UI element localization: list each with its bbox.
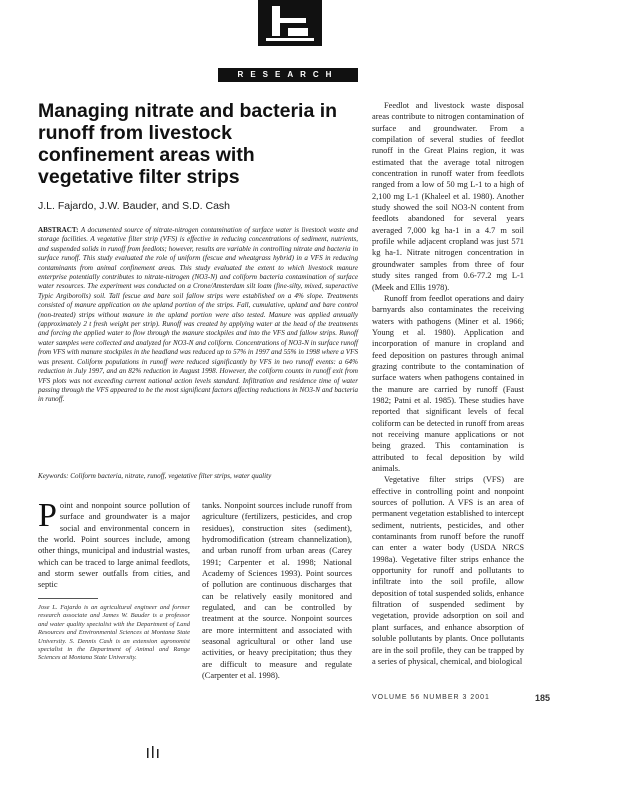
journal-issue: VOLUME 56 NUMBER 3 2001 [372, 694, 490, 701]
body-column-1 [38, 497, 190, 591]
paragraph: Runoff from feedlot operations and dairy barnyards also contaminates the receiving waters with pathogens (Miner et al. 1966; Young et al. 1980). Application and incorporation of manure in cropland and feed deposition on pastures through animal grazing contribute to the contamination of surface waters when pathogens contained in the manure are carried by runoff (Faust 1982; Patni et al. 1985). These studies have reported that significant levels of fecal coliform can be detected in runoff from areas not receiving manure applications or not being grazed. This contamination is attributed to fecal deposition by wild animals. [372, 293, 524, 473]
author-affiliation: Jose L. Fajardo is an agricultural engineer and former research associate and James W. Bauder is a professor and water quality specialist with the Department of Land Resources and Environmental Sciences at Montana State University. S. Dennis Cash is an extension agronomist specialist in the Department of Animal and Range Sciences at Montana State University. [38, 604, 190, 662]
drop-cap: P [38, 497, 57, 534]
page-footer [372, 694, 550, 706]
scan-marks [146, 746, 162, 760]
keywords [38, 472, 358, 481]
column-2-text: tanks. Nonpoint sources include runoff from agriculture (fertilizers, pesticides, and crop residues), construction sites (sediment), hydromodification (stream channelization), and urban runoff from urban areas (Carey 1991; Carpenter et al. 1998; National Academy of Sciences 1993). Point sources of pollution are continuous discharges that can be relatively easily monitored and regulated, and can be controlled by treatment at the source. Nonpoint sources are more intermittent and associated with seasonal agricultural or other land use activities, or heavy precipitation; thus they are difficult to measure and regulate (Carpenter et al. 1998). [202, 501, 352, 681]
abstract [38, 226, 358, 405]
journal-logo [258, 0, 322, 46]
abstract-label: ABSTRACT: [38, 226, 79, 234]
paragraph: Feedlot and livestock waste disposal areas contribute to nitrogen contamination of surface and groundwater. From a compilation of several studies of feedlot runoff in the Great Plains region, it was estimated that the average total nitrogen concentration in runoff water from feedlots ranged from a low of 50 mg L-1 to a high of 2,100 mg L-1 (Khaleel et al. 1980). Another study showed the soil NO3-N content from feedlots abandoned for several years averaged 7,000 kg ha-1 in a 4.7 m soil profile while adjacent cropland was just 571 kg ha-1. Nitrate nitrogen concentration in groundwater samples from three of four study sites ranged from 0.6-77.2 mg L-1 (Meek and Ellis 1978). [372, 101, 524, 292]
article-title: Managing nitrate and bacteria in runoff from livestock confinement areas with vegetative filter strips [38, 100, 338, 188]
keywords-label: Keywords: [38, 472, 69, 480]
author-list: J.L. Fajardo, J.W. Bauder, and S.D. Cash [38, 200, 231, 212]
column-1-text: oint and nonpoint source pollution of surface and groundwater is a major social and environmental concern in the world. Point sources include, among other things, municipal and industrial wastes, which can be traced to large animal feedlots, and storm sewer outfalls from cities, and septic [38, 501, 190, 590]
footnote-divider [38, 598, 98, 599]
abstract-text: A documented source of nitrate-nitrogen contamination of surface water is livestock waste and storage facilities. A vegetative filter strip (VFS) is effective in reducing concentrations of sediment, nutrients, and suspended solids in runoff from feedlots; however, results are variable in controlling nitrate and bacteria in surface runoff. This study evaluated the role of uniform (fescue and wheatgrass hybrid) in a VFS in reducing contaminants from animal confinement areas. This study evaluated the extent to which livestock manure enterprise potentially contributes to nitrate-nitrogen (NO3-N) and coliform bacteria contamination of surface water resources. The experiment was conducted on a Crone/Amsterdam silt loam (fine-silty, mixed, superactive Typic Argiborolls) soil. Tall fescue and bare soil fallow strips were established on a 4% slope. Treatments consisted of manure application on the upland portion of the strips. Fall, cumulative, upland and bare control (non-treated) strips without manure in the upland portion were also tested. Manure was applied annually (approximately 2 t fresh weight per strip). Runoff was created by applying water at the head of the treatments and forcing the applied water to flow through the manure stockpiles and into the VFS and fallow strips. Runoff water samples were collected and analyzed for NO3-N and coliform. Concentrations of NO3-N in surface runoff from VFS with manure stockpiles in the headland was reduced up to 57% in 1997 and 55% in 1998 where a VFS was present. Coliform populations in runoff were reduced significantly by VFS in two runoff events: a 64% reduction in July 1997, and an 82% reduction in August 1998. However, the coliform counts in runoff exit from VFS plots was not exceeding current national action levels standard. Infiltration and residence time of water passing through the VFS appeared to be the most significant factors affecting reductions in NO3-N and bacteria in runoff. [38, 226, 358, 404]
body-column-2 [202, 500, 352, 682]
keywords-text: Coliform bacteria, nitrate, runoff, vegetative filter strips, water quality [70, 472, 272, 480]
section-label: RESEARCH [218, 68, 358, 82]
page-number: 185 [534, 693, 550, 703]
body-column-3 [372, 100, 524, 667]
paragraph: Vegetative filter strips (VFS) are effective in controlling point and nonpoint sources of pollution. A VFS is an area of permanent vegetation established to intercept sediment, nutrients, pesticides, and other contaminants from runoff before the runoff can enter a water body (USDA NRCS 1998a). Vegetative filter strips enhance the opportunity for runoff and pollutants to infiltrate into the soil profile, allow deposition of total suspended solids, enhance filtration of suspended sediment by vegetation, provide adsorption on soil and plant surfaces, and enhance absorption of soluble pollutants by plants. Once pollutants are in the soil profile, they can be trapped by a series of physical, chemical, and biological [372, 475, 524, 666]
